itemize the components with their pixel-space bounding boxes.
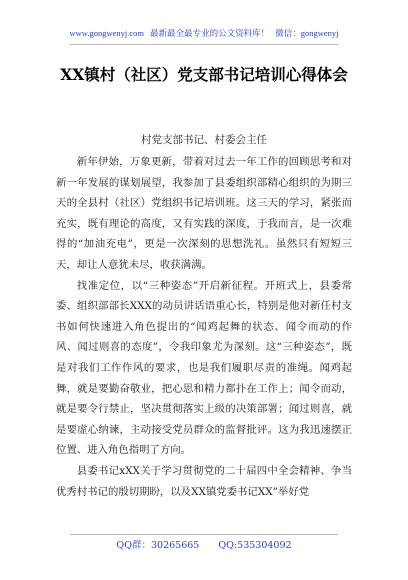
header-site-link[interactable]: www.gongwenyj.com xyxy=(69,28,144,38)
header-slogan: 最新最全最专业的公文资料库！ xyxy=(150,28,270,38)
footer-qq-contact: QQ:535304092 xyxy=(218,540,292,551)
body-paragraph: 新年伊始，万象更新，带着对过去一年工作的回顾思考和对新一年发展的谋划展望，我参加了县委组织部精心组织的为期三天的全县村（社区）党组织书记培训班。这三天的学习，紧张而充实，既有理论的高度，又有实践的深度，于我而言，是一次难得的“加油充电”，更是一次深刻的思想洗礼。虽然只有短短三天，却让人意犹未尽，收获满满。 xyxy=(56,156,352,271)
document-body xyxy=(56,152,352,502)
footer-qq-group: QQ群：30265665 xyxy=(116,540,200,551)
body-paragraph: 找准定位，以“三种姿态”开启新征程。开班式上，县委常委、组织部部长XXX的动员讲话语重心长，特别是他对新任村支书如何快速进入角色提出的“闻鸡起舞的状态、闻令而动的作风、闻过则喜的态度”，令我印象尤为深刻。这“三种姿态”，既是对我们工作作风的要求，也是我们履职尽责的准绳。闻鸡起舞，就是要勤奋敬业，把心思和精力都扑在工作上；闻令而动，就是要令行禁止，坚决贯彻落实上级的决策部署；闻过则喜，就是要虚心纳谏，主动接受党员群众的监督批评。这为我迅速摆正位置、进入角色指明了方向。 xyxy=(56,279,352,457)
header-divider xyxy=(70,44,338,45)
header-wechat: 微信：gongwenyj xyxy=(275,28,339,38)
page-header xyxy=(0,27,408,39)
page-footer xyxy=(0,537,408,551)
body-paragraph: 县委书记xXX关于学习贯彻党的二十届四中全会精神、争当优秀村书记的殷切期盼，以及XX镇党委书记XX”举好党 xyxy=(56,464,352,498)
document-title: XX镇村（社区）党支部书记培训心得体会 xyxy=(60,65,348,84)
footer-divider xyxy=(70,534,338,535)
author-line: 村党支部书记、村委会主任 xyxy=(141,134,267,146)
